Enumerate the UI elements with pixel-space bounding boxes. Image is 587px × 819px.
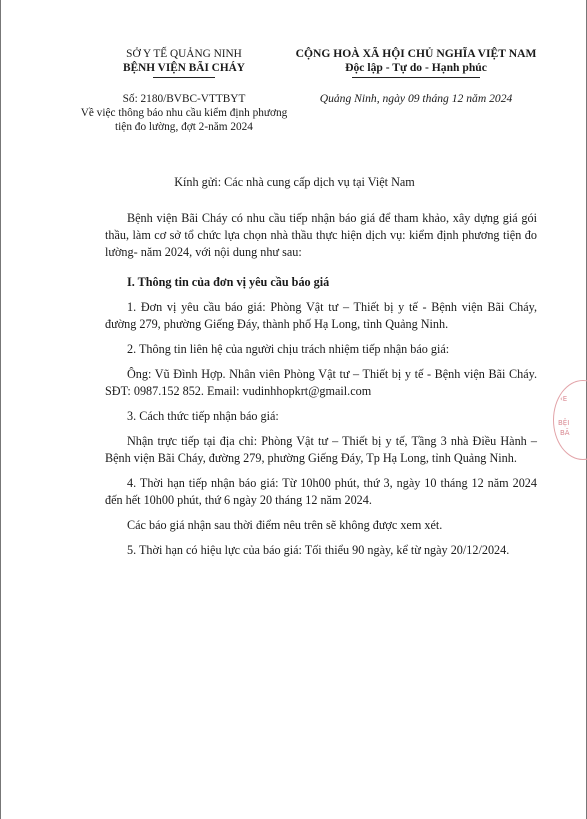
header-right-underline [352,77,480,78]
item-4: 4. Thời hạn tiếp nhận báo giá: Từ 10h00 phút, thứ 3, ngày 10 tháng 12 năm 2024 đến hết 10h00 phút, thứ 6 ngày 20 tháng 12 năm 2024. [105,476,537,507]
national-motto: Độc lập - Tự do - Hạnh phúc [345,61,487,74]
hospital-name: BỆNH VIỆN BÃI CHÁY [123,62,245,74]
intro-paragraph: Bệnh viện Bãi Cháy có nhu cầu tiếp nhận báo giá để tham khảo, xây dựng giá gói thầu, làm cơ sở tổ chức lựa chọn nhà thầu thực hiện dịch vụ: kiểm định phương tiện đo lường- năm 2024, với nội dung như sau: [105,211,537,259]
item-4-note: Các báo giá nhận sau thời điểm nêu trên sẽ không được xem xét. [127,518,443,532]
header-left-underline [153,77,215,78]
header-right [281,47,551,106]
nation-name: CỘNG HOÀ XÃ HỘI CHỦ NGHĨA VIỆT NAM [295,47,537,60]
stamp-text-3: BÃ [560,429,570,437]
item-2-detail: Ông: Vũ Đình Hợp. Nhân viên Phòng Vật tư – Thiết bị y tế - Bệnh viện Bãi Cháy. SĐT: 0987.152 852. Email: vudinhhopkrt@gmail.com [105,367,537,398]
document-date: Quảng Ninh, ngày 09 tháng 12 năm 2024 [319,92,513,105]
stamp-text-2: BỆI [558,419,570,427]
header-left [79,47,289,134]
document-number: Số: 2180/BVBC-VTTBYT [122,93,246,105]
department-name: SỞ Y TẾ QUẢNG NINH [126,48,242,60]
item-5: 5. Thời hạn có hiệu lực của báo giá: Tối thiểu 90 ngày, kể từ ngày 20/12/2024. [127,543,510,557]
item-2: 2. Thông tin liên hệ của người chịu trách nhiệm tiếp nhận báo giá: [127,342,450,356]
item-1: 1. Đơn vị yêu cầu báo giá: Phòng Vật tư – Thiết bị y tế - Bệnh viện Bãi Cháy, đường 279, phường Giếng Đáy, thành phố Hạ Long, tỉnh Quảng Ninh. [105,300,537,331]
document-subject: Về việc thông báo nhu cầu kiểm định phương tiện đo lường, đợt 2-năm 2024 [80,107,288,133]
document-body [105,210,537,567]
item-3: 3. Cách thức tiếp nhận báo giá: [127,409,279,423]
item-3-detail: Nhận trực tiếp tại địa chỉ: Phòng Vật tư – Thiết bị y tế, Tầng 3 nhà Điều Hành – Bệnh viện Bãi Cháy, đường 279, phường Giếng Đáy, Tp Hạ Long, tỉnh Quảng Ninh. [105,434,537,465]
recipient-line: Kính gửi: Các nhà cung cấp dịch vụ tại Việt Nam [174,175,415,189]
stamp-text-1: ‹E [560,395,568,403]
section-title: I. Thông tin của đơn vị yêu cầu báo giá [127,275,330,289]
